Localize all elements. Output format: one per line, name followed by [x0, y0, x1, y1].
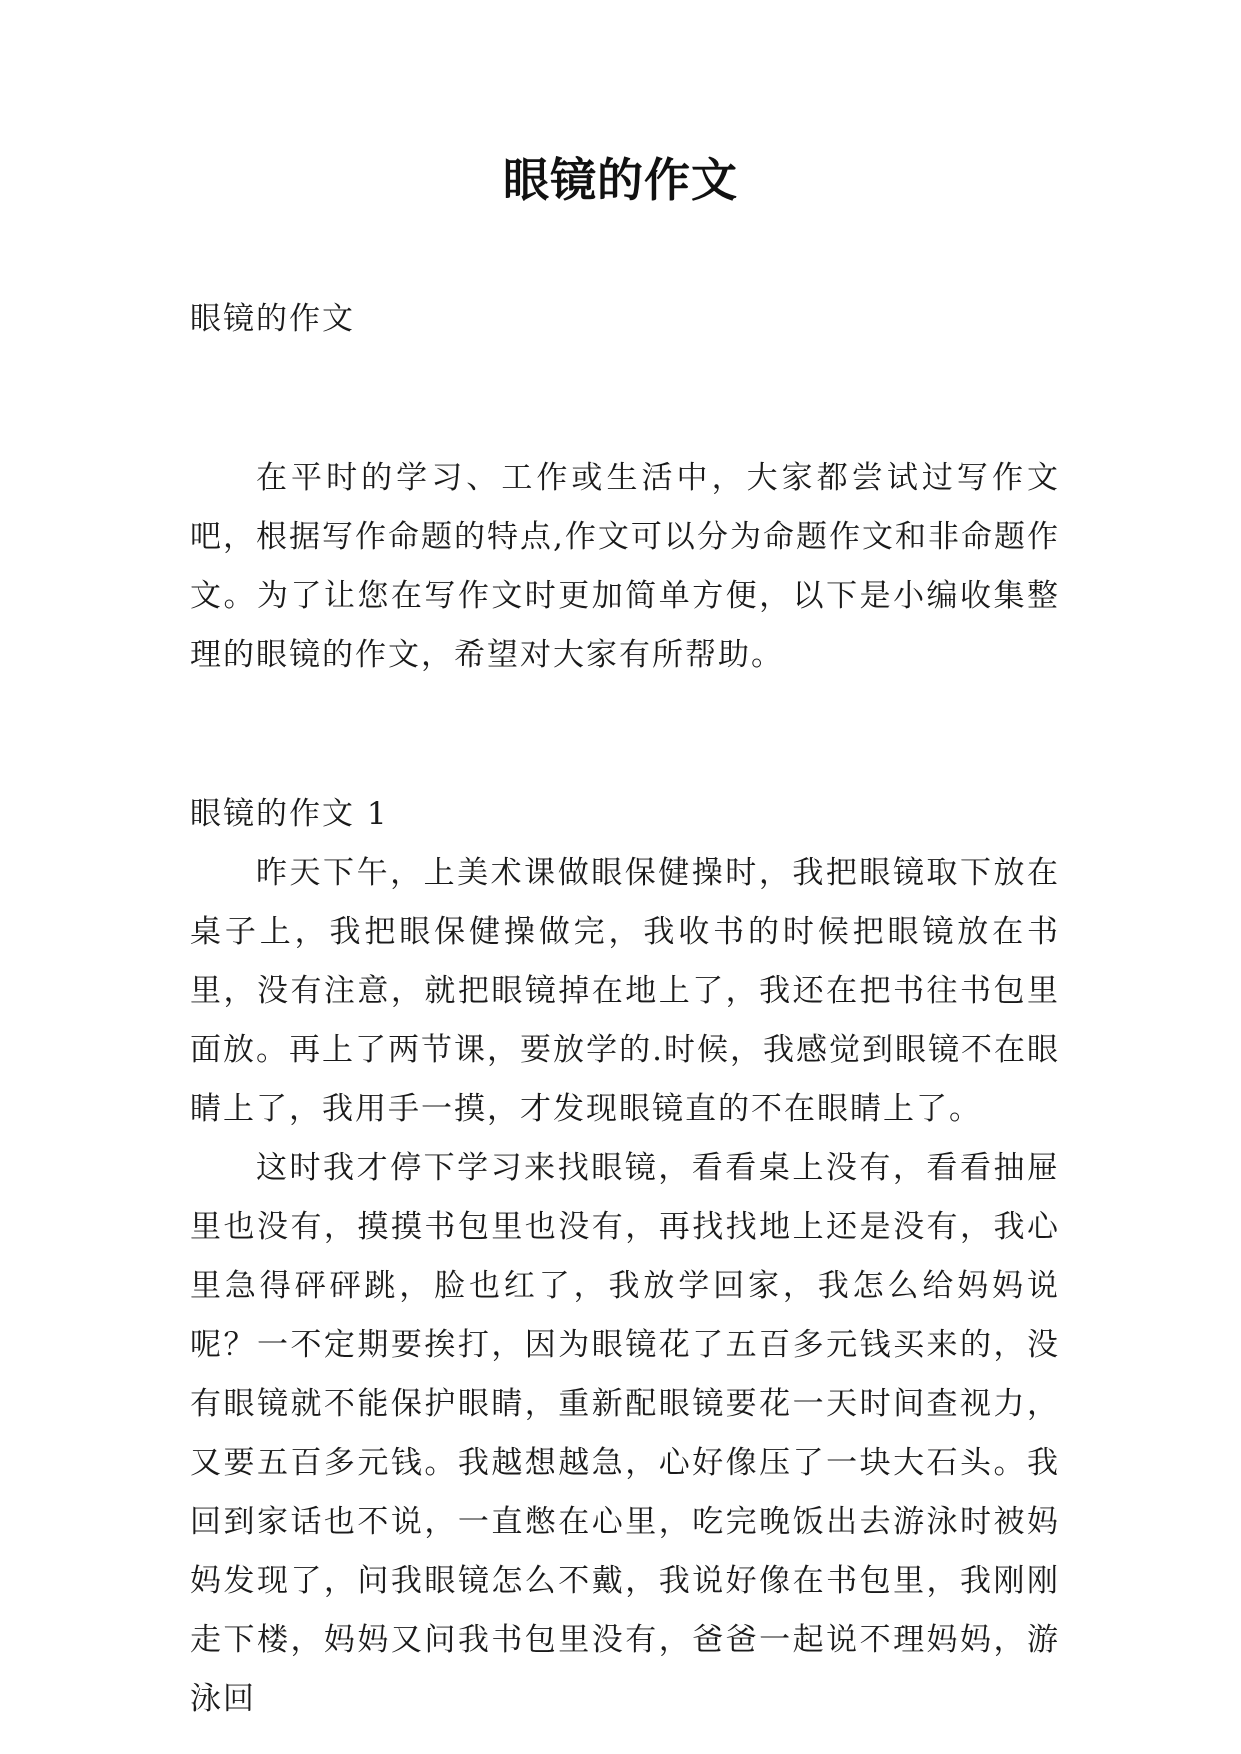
- document-subheading: 眼镜的作文: [190, 301, 355, 337]
- spacer: [190, 408, 1060, 449]
- document-title: 眼镜的作文: [503, 153, 738, 207]
- document-body: [190, 290, 1060, 1729]
- body-paragraph-1: 昨天下午，上美术课做眼保健操时，我把眼镜取下放在桌子上，我把眼保健操做完，我收书的时候把眼镜放在书里，没有注意，就把眼镜掉在地上了，我还在把书往书包里面放。再上了两节课，要放学的.时候，我感觉到眼镜不在眼睛上了，我用手一摸，才发现眼镜直的不在眼睛上了。: [190, 855, 1060, 1127]
- spacer: [190, 744, 1060, 785]
- intro-paragraph: 在平时的学习、工作或生活中，大家都尝试过写作文吧，根据写作命题的特点,作文可以分为命题作文和非命题作文。为了让您在写作文时更加简单方便，以下是小编收集整理的眼镜的作文，希望对大家有所帮助。: [190, 460, 1060, 673]
- section-heading: 眼镜的作文 1: [190, 796, 389, 832]
- spacer: [190, 685, 1060, 744]
- spacer: [190, 349, 1060, 408]
- body-paragraph-2: 这时我才停下学习来找眼镜，看看桌上没有，看看抽屉里也没有，摸摸书包里也没有，再找找地上还是没有，我心里急得砰砰跳，脸也红了，我放学回家，我怎么给妈妈说呢？一不定期要挨打，因为眼镜花了五百多元钱买来的，没有眼镜就不能保护眼睛，重新配眼镜要花一天时间查视力，又要五百多元钱。我越想越急，心好像压了一块大石头。我回到家话也不说，一直憋在心里，吃完晚饭出去游泳时被妈妈发现了，问我眼镜怎么不戴，我说好像在书包里，我刚刚走下楼，妈妈又问我书包里没有，爸爸一起说不理妈妈，游泳回: [190, 1150, 1060, 1717]
